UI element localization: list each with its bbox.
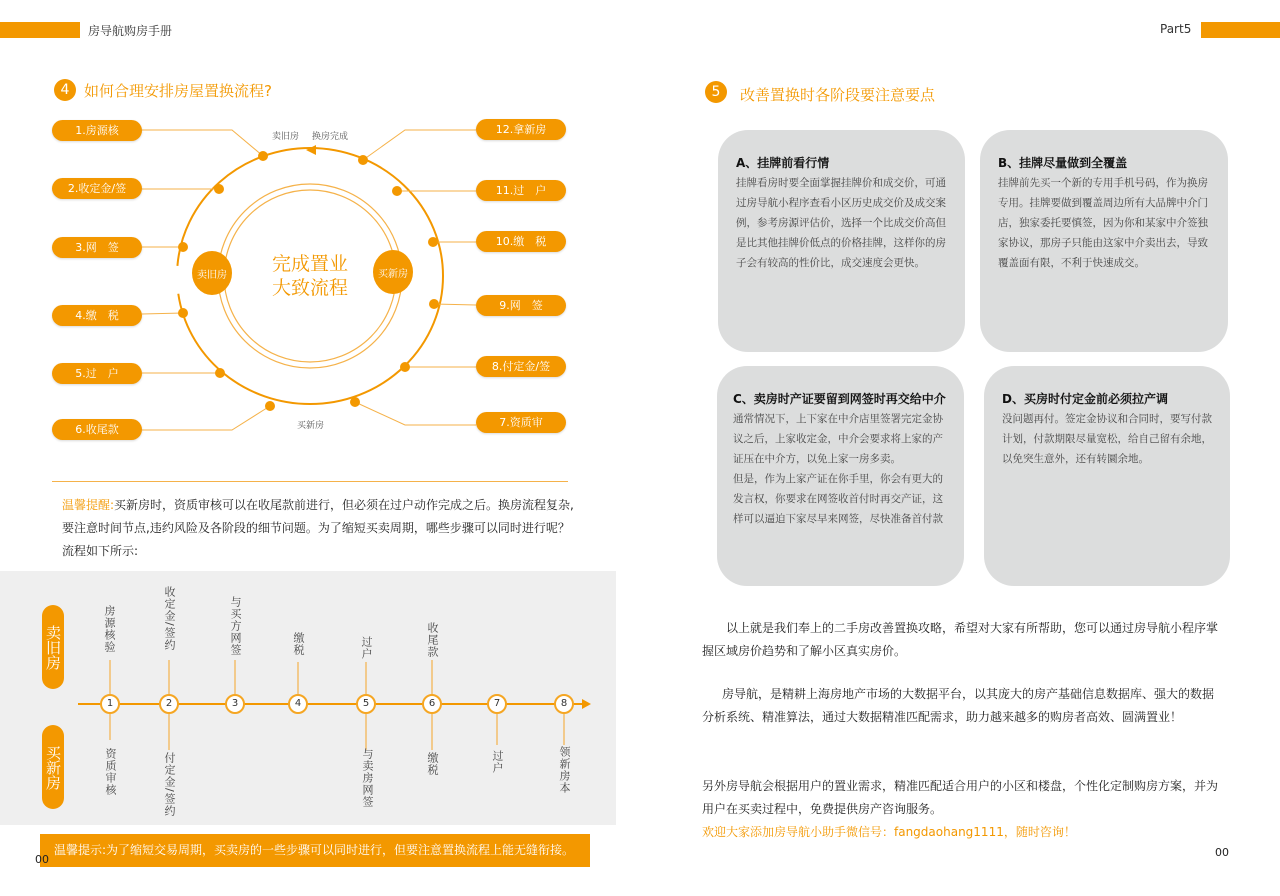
center-title-line1: 完成置业 — [271, 253, 348, 275]
tip-card-a — [718, 130, 965, 352]
timeline-node: 7 — [487, 694, 507, 714]
tag-sell: 卖旧房 — [42, 605, 64, 689]
tag-buy: 买新房 — [42, 725, 64, 809]
card-title: C、卖房时产证要留到网签时再交给中介 — [733, 392, 946, 406]
buy-step: 领新房本 — [558, 746, 571, 794]
tip-card-d — [984, 366, 1230, 586]
arrow-icon — [582, 699, 591, 709]
step-pill: 5.过 户 — [52, 363, 142, 384]
card-body: 通常情况下，上下家在中介店里签署完定金协议之后，上家收定金，中介会要求将上家的产证压在中介方，以免上家一房多卖。 — [733, 413, 943, 465]
card-body: 挂牌看房时要全面掌握挂牌价和成交价，可通过房导航小程序查看小区历史成交价及成交案例，参考房源评估价，选择一个比成交价高但是比其他挂牌价低点的价格挂牌，这样你的房子会有较高的性价比，成交速度会更快。 — [736, 177, 946, 269]
card-title: D、买房时付定金前必须拉产调 — [1002, 392, 1168, 406]
step-pill: 8.付定金/签 — [476, 356, 566, 377]
timeline-node: 3 — [225, 694, 245, 714]
tip-card-c — [717, 366, 964, 586]
section-number: 5 — [705, 81, 727, 103]
timeline-node: 4 — [288, 694, 308, 714]
tip-label: 温馨提醒: — [62, 498, 115, 512]
label-complete: 换房完成 — [312, 132, 349, 142]
step-pill: 2.收定金/签 — [52, 178, 142, 199]
label-sell-old: 卖旧房 — [272, 132, 300, 142]
hub-sell: 卖旧房 — [197, 270, 227, 281]
closing-paragraph-2: 房导航，是精耕上海房地产市场的大数据平台，以其庞大的房产基础信息数据库、强大的数据分析系统、精准算法，通过大数据精准匹配需求，助力越来越多的购房者高效、圆满置业！ — [702, 687, 1215, 724]
step-pill: 9.网 签 — [476, 295, 566, 316]
page-number-left: 00 — [35, 853, 49, 866]
header-part: Part5 — [1160, 22, 1192, 36]
section-title: 如何合理安排房屋置换流程? — [84, 82, 272, 100]
center-title-line2: 大致流程 — [271, 277, 348, 299]
buy-step: 与卖房网签 — [361, 748, 374, 808]
tip-text: 买新房时，资质审核可以在收尾款前进行，但必须在过户动作完成之后。换房流程复杂,要注意时间节点,违约风险及各阶段的细节问题。为了缩短买卖周期，哪些步骤可以同时进行呢？流程如下所示: — [62, 498, 574, 558]
card-body: 挂牌前先买一个新的专用手机号码，作为换房专用。挂牌要做到覆盖周边所有大品牌中介门店，独家委托要慎签，因为你和某家中介签独家协议，那房子只能由这家中介卖出去，导致覆盖面有限，不利于快速成交。 — [998, 177, 1208, 269]
buy-step: 缴税 — [426, 752, 439, 776]
step-pill: 10.缴 税 — [476, 231, 566, 252]
section-title: 改善置换时各阶段要注意要点 — [740, 86, 936, 104]
closing-paragraph-1: 以上就是我们奉上的二手房改善置换攻略，希望对大家有所帮助，您可以通过房导航小程序掌握区域房价趋势和了解小区真实房价。 — [702, 621, 1219, 658]
step-pill: 3.网 签 — [52, 237, 142, 258]
card-title: B、挂牌尽量做到全覆盖 — [998, 156, 1128, 170]
card-body: 没问题再付。签定金协议和合同时，要写付款计划，付款期限尽量宽松，给自己留有余地，以免突生意外，还有转圜余地。 — [1002, 413, 1212, 465]
step-pill: 4.缴 税 — [52, 305, 142, 326]
step-pill: 12.拿新房 — [476, 119, 566, 140]
timeline-node: 6 — [422, 694, 442, 714]
sell-step: 收尾款 — [426, 622, 439, 658]
header-bar-right — [1201, 22, 1280, 38]
sell-step: 缴税 — [292, 632, 305, 656]
timeline-lines — [0, 0, 620, 860]
step-pill: 11.过 户 — [476, 180, 566, 201]
sell-step: 与买方网签 — [229, 596, 242, 656]
header-title: 房导航购房手册 — [88, 24, 173, 38]
timeline-node: 8 — [554, 694, 574, 714]
hub-buy: 买新房 — [378, 269, 408, 280]
page-number-right: 00 — [1215, 846, 1229, 859]
sell-step: 房源核验 — [103, 605, 116, 653]
label-buy-new: 买新房 — [297, 421, 325, 431]
timeline-node: 5 — [356, 694, 376, 714]
timeline-node: 1 — [100, 694, 120, 714]
card-title: A、挂牌前看行情 — [736, 156, 830, 170]
timeline-node: 2 — [159, 694, 179, 714]
closing-paragraph-3: 另外房导航会根据用户的置业需求，精准匹配适合用户的小区和楼盘，个性化定制购房方案，并为用户在买卖过程中，免费提供房产咨询服务。 — [702, 779, 1219, 816]
sell-step: 收定金/签约 — [163, 586, 176, 651]
buy-step: 过户 — [491, 750, 504, 774]
buy-step: 付定金/签约 — [163, 752, 176, 817]
wechat-cta: 欢迎大家添加房导航小助手微信号：fangdaohang1111，随时咨询！ — [702, 825, 1076, 839]
tip-card-b — [980, 130, 1228, 352]
step-pill: 7.资质审 — [476, 412, 566, 433]
section-number: 4 — [54, 79, 76, 101]
step-pill: 1.房源核 — [52, 120, 142, 141]
card-body: 但是，作为上家产证在你手里，你会有更大的发言权，你要求在网签收首付时再交产证，这样可以逼迫下家尽早来网签，尽快准备首付款 — [733, 473, 943, 525]
step-pill: 6.收尾款 — [52, 419, 142, 440]
sell-step: 过户 — [360, 636, 373, 660]
tip-banner: 温馨提示:为了缩短交易周期，买卖房的一些步骤可以同时进行，但要注意置换流程上能无缝衔接。 — [40, 834, 590, 867]
buy-step: 资质审核 — [104, 748, 117, 796]
